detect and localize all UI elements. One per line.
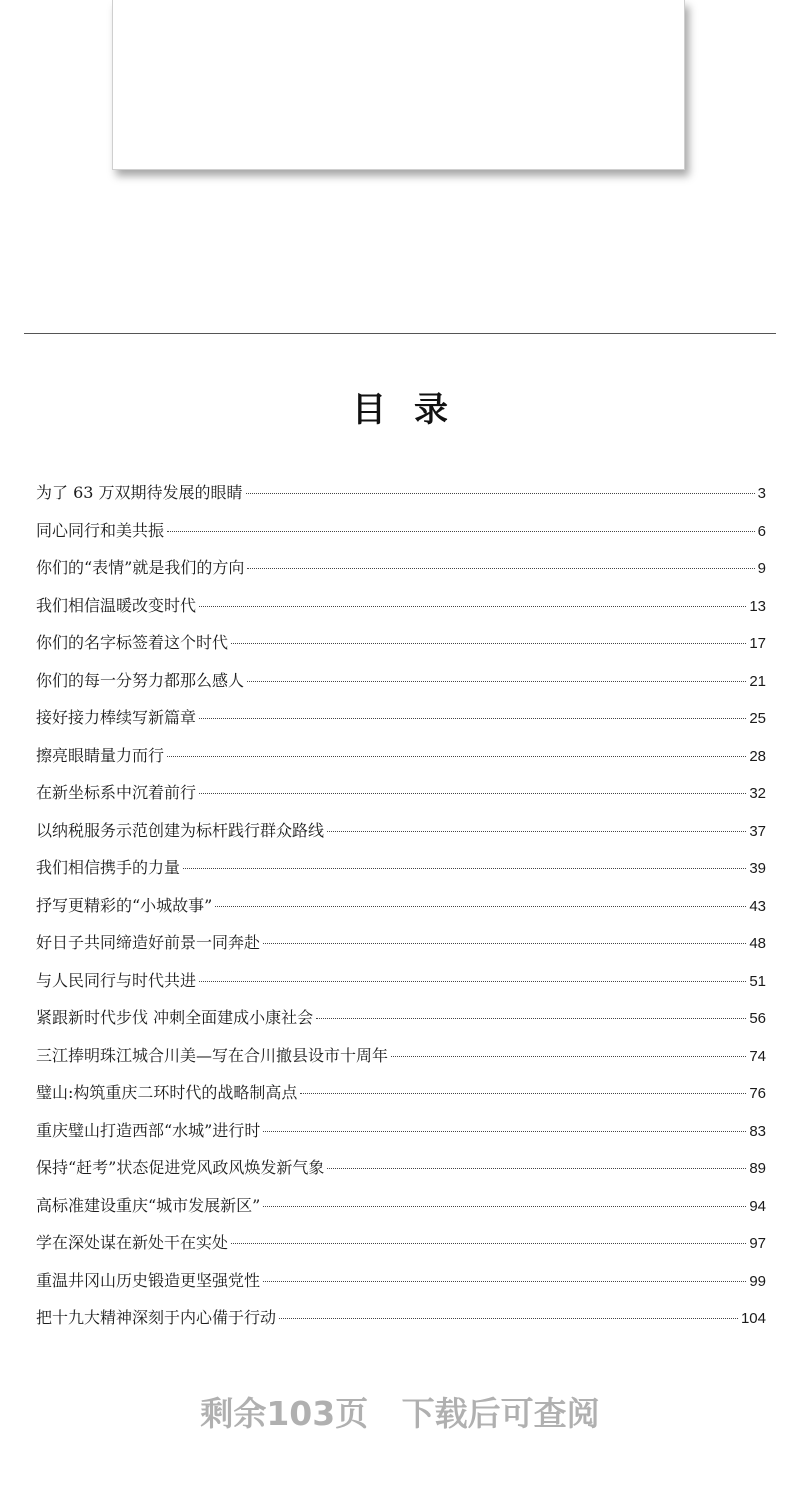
toc-page-number: 21 <box>749 672 766 690</box>
toc-entry[interactable] <box>36 855 766 893</box>
toc-page-number: 3 <box>757 485 766 502</box>
toc-page-number: 99 <box>749 1272 766 1290</box>
toc-entry-title: 璧山:构筑重庆二环时代的战略制高点 <box>36 1083 298 1102</box>
toc-dot-leader <box>231 1243 746 1244</box>
toc-page-number: 6 <box>757 522 766 540</box>
toc-dot-leader <box>263 943 746 944</box>
toc-entry[interactable] <box>36 593 766 631</box>
toc-page-number: 94 <box>749 1197 766 1215</box>
toc-entry[interactable] <box>36 968 766 1006</box>
toc-page-number: 56 <box>749 1010 766 1027</box>
toc-dot-leader <box>167 531 755 532</box>
toc-entry-title: 重庆璧山打造西部“水城”进行时 <box>36 1120 261 1140</box>
toc-entry-title: 抒写更精彩的“小城故事” <box>36 895 213 915</box>
toc-dot-leader <box>231 643 746 644</box>
toc-dot-leader <box>263 1131 746 1132</box>
toc-entry-title: 三江捧明珠江城合川美—写在合川撤县设市十周年 <box>36 1045 389 1065</box>
toc-entry-title: 接好接力棒续写新篇章 <box>36 708 197 727</box>
toc-entry[interactable] <box>36 1268 766 1306</box>
toc-page-number: 83 <box>749 1122 766 1140</box>
toc-entry-title: 为了 63 万双期待发展的眼睛 <box>36 483 243 502</box>
document-cover-preview <box>112 0 685 170</box>
toc-dot-leader <box>391 1056 746 1057</box>
toc-entry[interactable] <box>36 1230 766 1268</box>
toc-page-number: 28 <box>749 747 766 765</box>
toc-entry-title: 同心同行和美共振 <box>36 520 165 540</box>
toc-dot-leader <box>199 718 746 719</box>
toc-entry-title: 重温井冈山历史锻造更坚强党性 <box>36 1270 261 1290</box>
toc-entry[interactable] <box>36 518 766 556</box>
toc-entry[interactable] <box>36 930 766 968</box>
toc-page-number: 43 <box>749 897 766 915</box>
toc-page-number: 48 <box>749 935 766 952</box>
toc-entry-title: 我们相信携手的力量 <box>36 858 181 877</box>
toc-dot-leader <box>263 1206 746 1207</box>
toc-entry[interactable] <box>36 1155 766 1193</box>
toc-heading: 目录 <box>352 390 476 430</box>
toc-page-number: 89 <box>749 1160 766 1177</box>
toc-dot-leader <box>327 1168 746 1169</box>
toc-entry[interactable] <box>36 1193 766 1231</box>
toc-entry[interactable] <box>36 1080 766 1118</box>
toc-dot-leader <box>247 568 754 569</box>
section-divider <box>24 333 776 334</box>
toc-page-number: 104 <box>740 1310 766 1327</box>
toc-entry[interactable] <box>36 893 766 931</box>
toc-entry[interactable] <box>36 480 766 518</box>
toc-entry-title: 好日子共同缔造好前景一同奔赴 <box>36 933 261 952</box>
toc-entry[interactable] <box>36 1305 766 1343</box>
toc-entry-title: 你们的名字标签着这个时代 <box>36 633 229 652</box>
toc-page-number: 74 <box>749 1047 766 1065</box>
toc-dot-leader <box>199 606 746 607</box>
toc-page-number: 32 <box>749 785 766 802</box>
toc-entry[interactable] <box>36 743 766 781</box>
toc-entry[interactable] <box>36 1005 766 1043</box>
toc-entry-title: 与人民同行与时代共进 <box>36 970 197 990</box>
toc-entry[interactable] <box>36 630 766 668</box>
toc-entry-title: 高标准建设重庆“城市发展新区” <box>36 1195 261 1215</box>
toc-entry-title: 保持“赶考”状态促进党风政风焕发新气象 <box>36 1158 325 1177</box>
toc-entry-title: 学在深处谋在新处干在实处 <box>36 1233 229 1252</box>
toc-entry[interactable] <box>36 555 766 593</box>
toc-page-number: 17 <box>749 635 766 652</box>
toc-entry-title: 以纳税服务示范创建为标杆践行群众路线 <box>36 820 325 840</box>
toc-page-number: 13 <box>749 597 766 615</box>
toc-dot-leader <box>167 756 746 757</box>
toc-entry-title: 我们相信温暖改变时代 <box>36 595 197 615</box>
toc-entry-title: 你们的每一分努力都那么感人 <box>36 670 245 690</box>
toc-page-number: 37 <box>749 822 766 840</box>
toc-page-number: 25 <box>749 710 766 727</box>
toc-entry[interactable] <box>36 780 766 818</box>
toc-dot-leader <box>215 906 746 907</box>
toc-dot-leader <box>199 793 746 794</box>
toc-entry[interactable] <box>36 1043 766 1081</box>
toc-dot-leader <box>327 831 746 832</box>
toc-list <box>36 480 766 1343</box>
toc-entry[interactable] <box>36 818 766 856</box>
toc-dot-leader <box>247 681 746 682</box>
toc-entry-title: 你们的“表情”就是我们的方向 <box>36 558 245 577</box>
toc-entry-title: 在新坐标系中沉着前行 <box>36 783 197 802</box>
toc-entry-title: 把十九大精神深刻于内心備于行动 <box>36 1308 277 1327</box>
toc-entry-title: 擦亮眼睛量力而行 <box>36 745 165 765</box>
toc-page-number: 97 <box>749 1235 766 1252</box>
toc-dot-leader <box>183 868 746 869</box>
toc-entry-title: 紧跟新时代步伐 冲刺全面建成小康社会 <box>36 1008 314 1027</box>
toc-dot-leader <box>199 981 746 982</box>
remaining-pages-notice[interactable]: 剩余103页 下载后可查阅 <box>200 1394 600 1433</box>
toc-dot-leader <box>316 1018 746 1019</box>
toc-page-number: 76 <box>749 1085 766 1102</box>
toc-page-number: 51 <box>749 972 766 990</box>
toc-entry[interactable] <box>36 705 766 743</box>
toc-dot-leader <box>263 1281 746 1282</box>
toc-dot-leader <box>300 1093 746 1094</box>
toc-page-number: 9 <box>757 560 766 577</box>
toc-entry[interactable] <box>36 668 766 706</box>
toc-page-number: 39 <box>749 860 766 877</box>
toc-dot-leader <box>246 493 755 494</box>
toc-dot-leader <box>279 1318 738 1319</box>
toc-entry[interactable] <box>36 1118 766 1156</box>
